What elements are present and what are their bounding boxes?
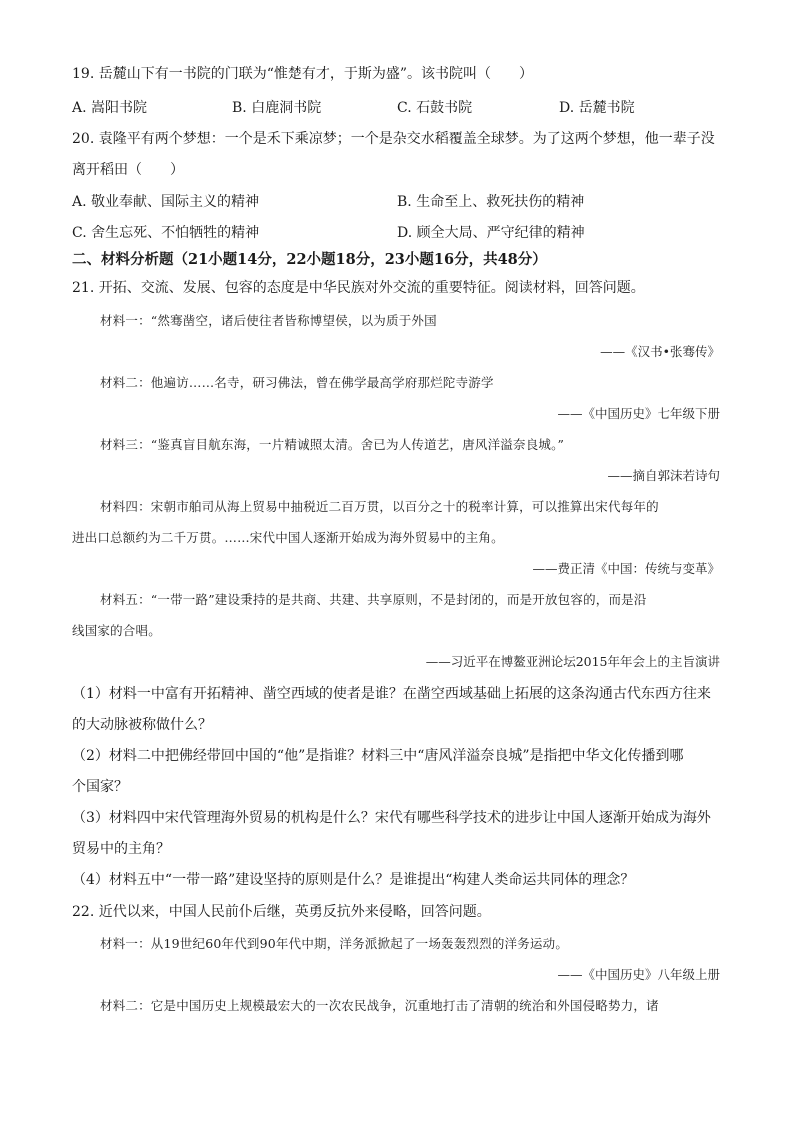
question-21-stem: 21. 开拓、交流、发展、包容的态度是中华民族对外交流的重要特征。阅读材料，回答问题。 (72, 280, 645, 296)
q21-material-5-line2: 线国家的合唱。 (72, 623, 161, 638)
q21-material-2-source: ——《中国历史》七年级下册 (557, 406, 720, 421)
question-22-stem: 22. 近代以来，中国人民前仆后继，英勇反抗外来侵略，回答问题。 (72, 904, 491, 920)
q21-material-2: 材料二：他遍访……名寺，研习佛法，曾在佛学最高学府那烂陀寺游学 (100, 375, 494, 390)
section-2-title: 二、材料分析题（21小题14分，22小题18分，23小题16分，共48分） (72, 251, 547, 268)
q21-material-4-line2: 进出口总额约为二千万贯。……宋代中国人逐渐开始成为海外贸易中的主角。 (72, 530, 504, 545)
question-19-option-b: B. 白鹿洞书院 (232, 100, 322, 116)
q21-subquestion-3-line1: （3）材料四中宋代管理海外贸易的机构是什么？宋代有哪些科学技术的进步让中国人逐渐开始成为海外 (72, 810, 711, 826)
question-20-option-a: A. 敬业奉献、国际主义的精神 (72, 194, 260, 210)
question-20-option-d: D. 顾全大局、严守纪律的精神 (397, 225, 585, 241)
q21-subquestion-2-line2: 个国家？ (72, 779, 128, 795)
question-20-stem-line1: 20. 袁隆平有两个梦想：一个是禾下乘凉梦；一个是杂交水稻覆盖全球梦。为了这两个梦想，他一辈子没 (72, 131, 715, 147)
q22-material-1-source: ——《中国历史》八年级上册 (557, 967, 720, 982)
q21-material-1-source: ——《汉书•张骞传》 (600, 344, 720, 359)
question-19-option-c: C. 石鼓书院 (397, 100, 473, 116)
q21-subquestion-2-line1: （2）材料二中把佛经带回中国的“他”是指谁？材料三中“唐风洋溢奈良城”是指把中华文化传播到哪 (72, 748, 684, 764)
question-19-option-a: A. 嵩阳书院 (72, 100, 148, 116)
question-19-option-d: D. 岳麓书院 (559, 100, 635, 116)
question-20-option-c: C. 舍生忘死、不怕牺牲的精神 (72, 225, 260, 241)
q21-subquestion-1-line1: （1）材料一中富有开拓精神、凿空西域的使者是谁？在凿空西域基础上拓展的这条沟通古代东西方往来 (72, 686, 711, 702)
q22-material-1: 材料一：从19世纪60年代到90年代中期，洋务派掀起了一场轰轰烈烈的洋务运动。 (100, 936, 569, 951)
q21-subquestion-4: （4）材料五中“一带一路”建设坚持的原则是什么？是谁提出“构建人类命运共同体的理念？ (72, 872, 635, 888)
q21-subquestion-1-line2: 的大动脉被称做什么？ (72, 717, 212, 733)
question-20-option-b: B. 生命至上、救死扶伤的精神 (397, 194, 585, 210)
q21-material-4-line1: 材料四：宋朝市舶司从海上贸易中抽税近二百万贯，以百分之十的税率计算，可以推算出宋代每年的 (100, 499, 659, 514)
q21-subquestion-3-line2: 贸易中的主角？ (72, 841, 170, 857)
question-20-stem-line2: 离开稻田（ ） (72, 162, 184, 178)
q21-material-3: 材料三：“鉴真盲目航东海，一片精诚照太清。舍已为人传道艺，唐风洋溢奈良城。” (100, 437, 565, 452)
q22-material-2: 材料二：它是中国历史上规模最宏大的一次农民战争，沉重地打击了清朝的统治和外国侵略势力，诸 (100, 998, 659, 1013)
q21-material-3-source: ——摘自郭沫若诗句 (607, 468, 720, 483)
q21-material-4-source: ——费正清《中国：传统与变革》 (532, 561, 720, 576)
q21-material-5-source: ——习近平在博鳌亚洲论坛2015年年会上的主旨演讲 (425, 654, 720, 669)
q21-material-1: 材料一：“然骞凿空，诸后使往者皆称博望侯，以为质于外国 (100, 313, 437, 328)
q21-material-5-line1: 材料五：“一带一路”建设秉持的是共商、共建、共享原则，不是封闭的，而是开放包容的，而是沿 (100, 592, 647, 607)
question-19-stem: 19. 岳麓山下有一书院的门联为“惟楚有才，于斯为盛”。该书院叫（ ） (72, 66, 534, 82)
